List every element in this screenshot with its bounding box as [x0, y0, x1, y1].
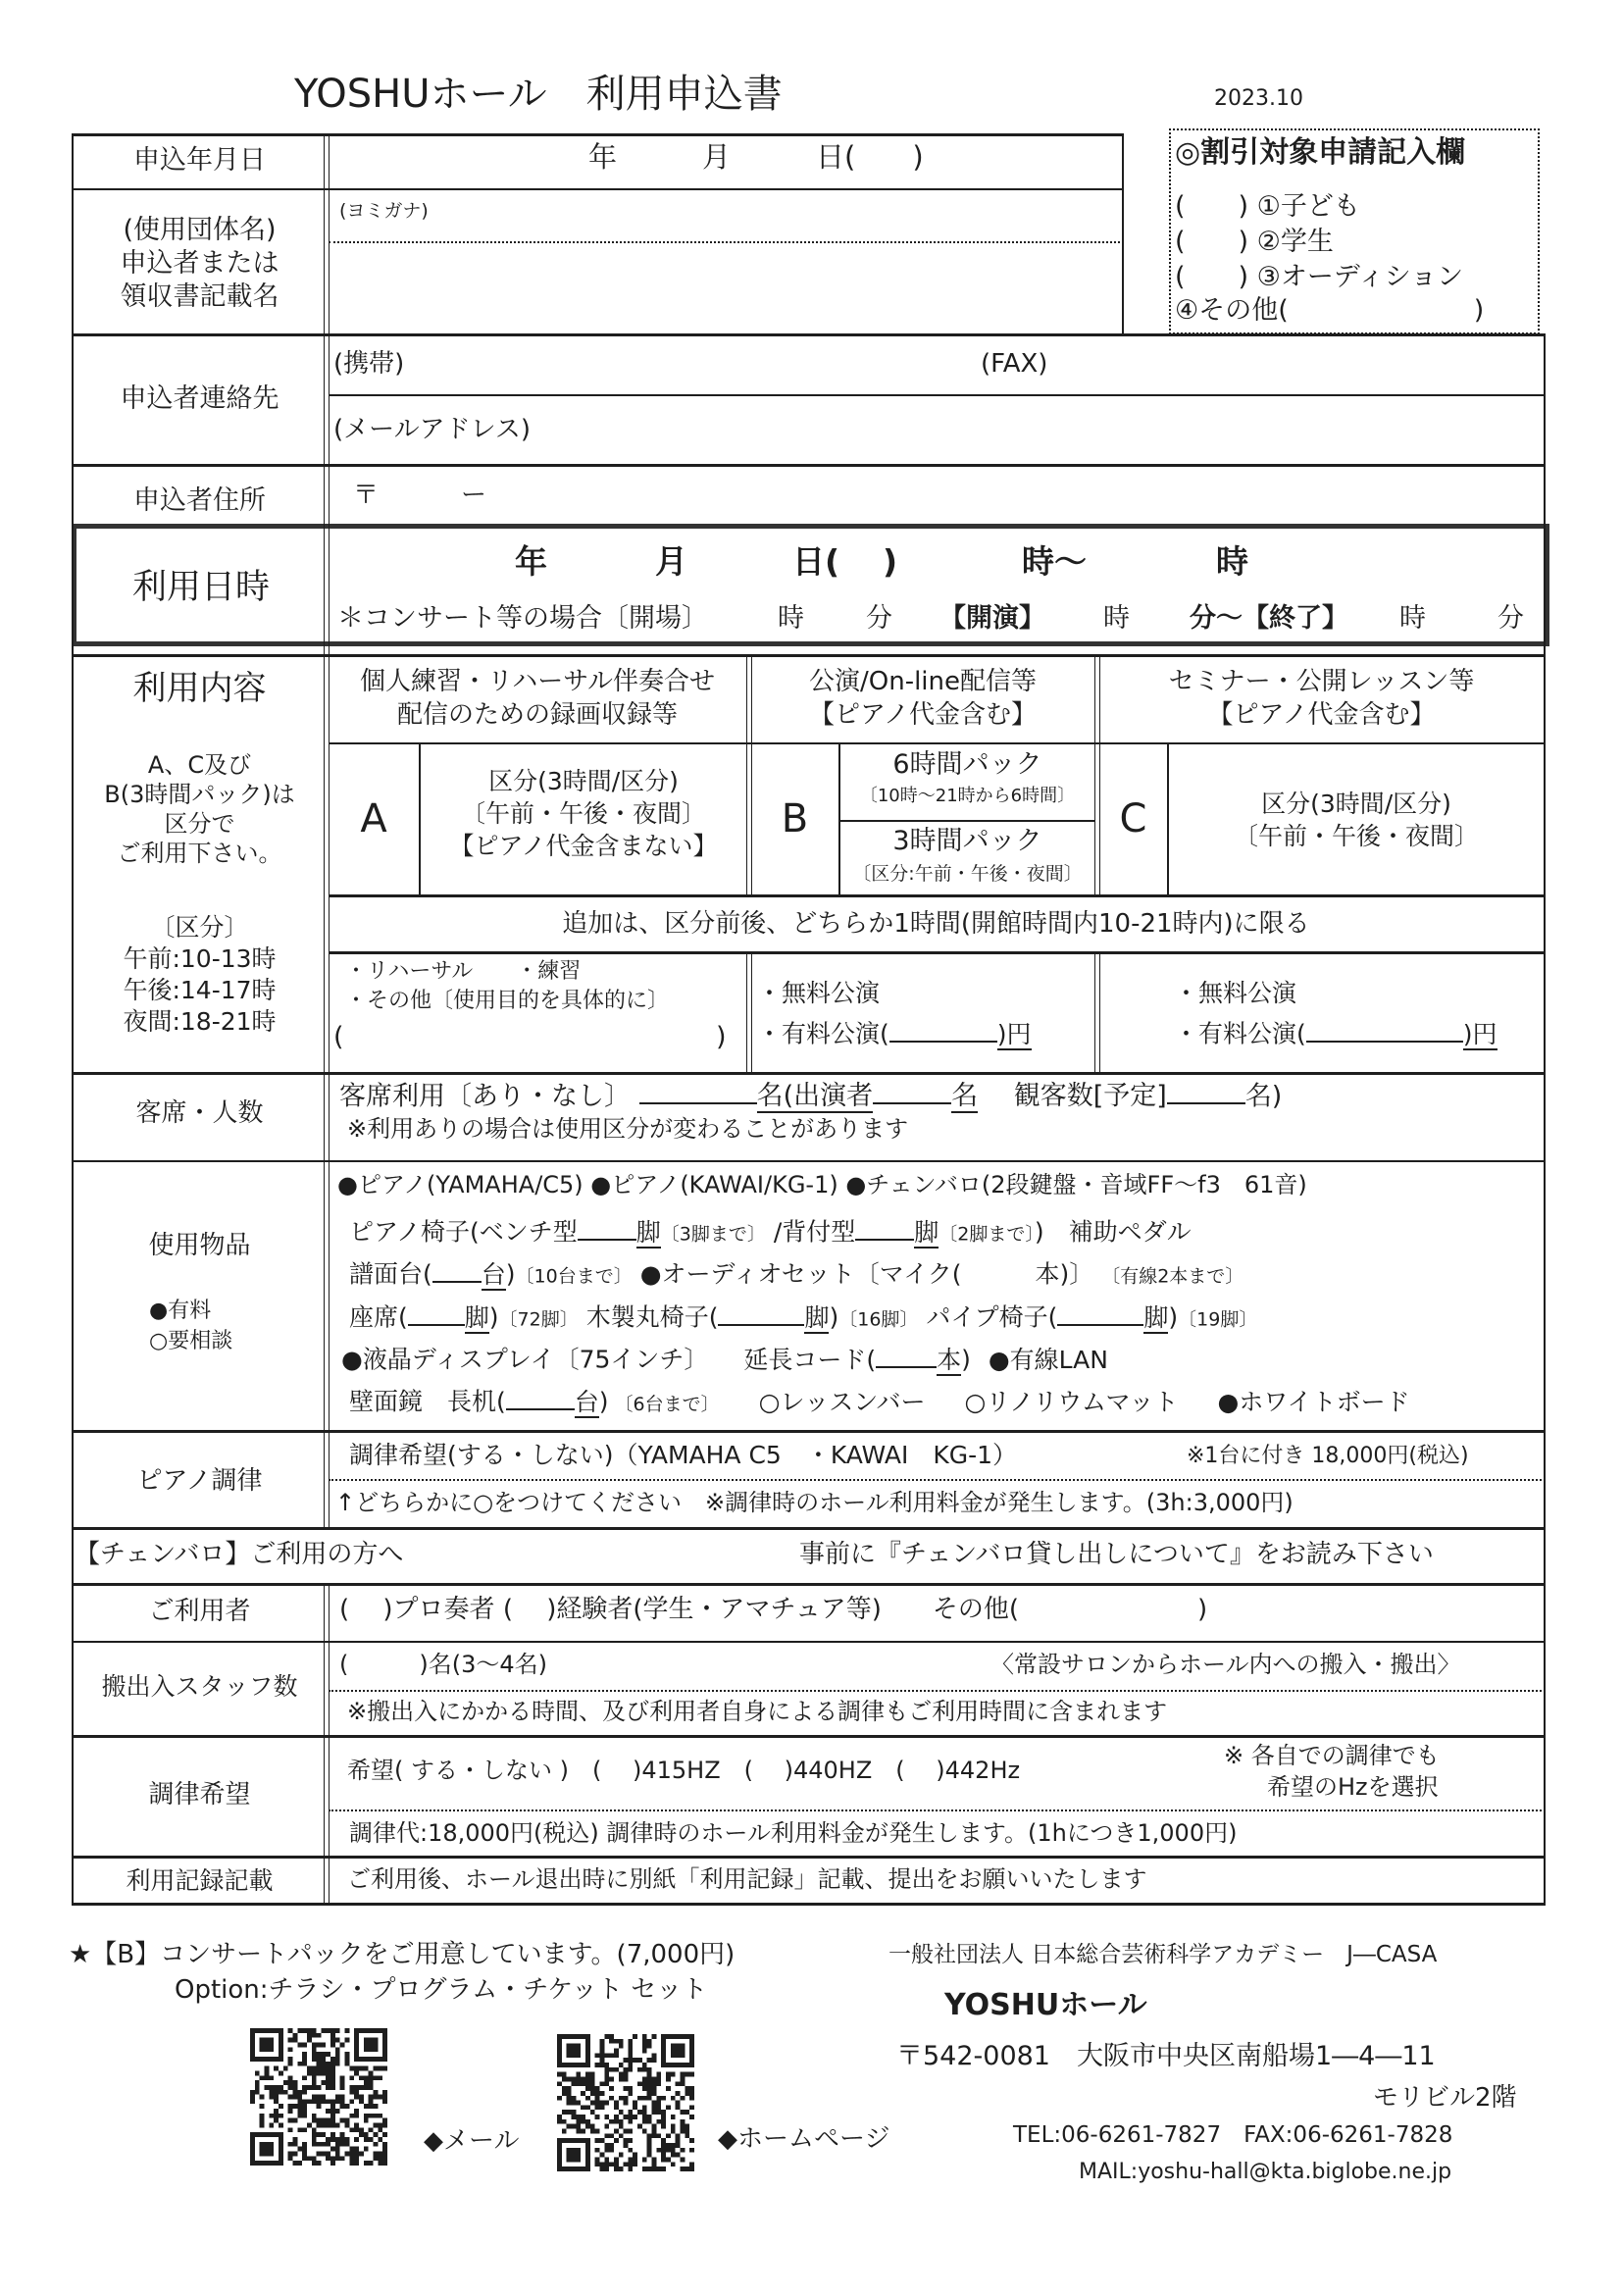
purpose-a-open-paren: (: [333, 1022, 344, 1052]
category-b-header-line: 【ピアノ代金含む】: [809, 700, 1037, 730]
audience-field[interactable]: [1167, 1079, 1245, 1104]
purpose-a-other[interactable]: ・その他〔使用目的を具体的に〕: [345, 989, 670, 1013]
seat-field[interactable]: [408, 1301, 465, 1326]
purpose-a-field[interactable]: [345, 1022, 708, 1055]
seat-unit: 脚: [464, 1302, 489, 1332]
performers-field[interactable]: [873, 1079, 951, 1104]
cembalo-header-right: 事前に『チェンバロ貸し出しについて』をお読み下さい: [799, 1540, 1434, 1569]
performers-label: 名(出演者: [756, 1081, 874, 1112]
label-application-date: 申込年月日: [133, 145, 266, 176]
category-c-desc-line: 〔午前・午後・夜間〕: [1233, 822, 1479, 850]
end-minute[interactable]: 分: [1497, 603, 1524, 634]
equipment-line-seats[interactable]: [349, 1301, 1257, 1330]
application-date-field[interactable]: 年 月 日( ): [588, 140, 924, 174]
category-b-header: [751, 665, 1094, 732]
purpose-c-price-field[interactable]: [1306, 1018, 1463, 1043]
category-c-header-line: 【ピアノ代金含む】: [1207, 700, 1436, 730]
discount-item-child[interactable]: ( ) ①子ども: [1175, 191, 1360, 222]
wired-lan[interactable]: ●有線LAN: [988, 1345, 1108, 1374]
concert-pack-note: ★【B】コンサートパックをご用意しています。(7,000円): [69, 1940, 736, 1969]
legend-consult: ○要相談: [149, 1329, 233, 1353]
audience-label: 観客数[予定]: [1013, 1081, 1167, 1112]
label-cembalo-staff: 搬出入スタッフ数: [101, 1672, 298, 1701]
label-usage-content: 利用内容: [132, 669, 267, 708]
purpose-b-free[interactable]: ・無料公演: [757, 979, 881, 1007]
music-stand-limit: 〔10台まで〕: [515, 1265, 633, 1288]
performers-unit: 名: [951, 1081, 979, 1112]
postal-dash: ー: [461, 481, 487, 510]
extension-note: 追加は、区分前後、どちらか1時間(開館時間内10-21時内)に限る: [562, 909, 1310, 939]
category-a-desc-line: 区分(3時間/区分): [488, 767, 679, 795]
purpose-b-price-field[interactable]: [889, 1018, 997, 1043]
piano-tuning-fee: ※1台に付き 18,000円(税込): [1187, 1444, 1469, 1468]
mobile-field[interactable]: (携帯): [333, 349, 405, 379]
desk-close: ): [598, 1387, 609, 1416]
label-seats: 客席・人数: [135, 1098, 264, 1128]
purpose-c-paid-label: ・有料公演(: [1174, 1019, 1306, 1048]
qr-mail-label: ◆メール: [424, 2126, 520, 2156]
purpose-c-free[interactable]: ・無料公演: [1174, 979, 1297, 1007]
bench-chair-limit: 〔3脚まで〕: [660, 1223, 766, 1246]
qr-code-mail[interactable]: [250, 2028, 387, 2166]
seat-usage-option[interactable]: 客席利用〔あり・なし〕: [339, 1081, 631, 1112]
label-applicant-name-line: 申込者または: [120, 248, 279, 279]
purpose-b-paid[interactable]: [757, 1018, 1032, 1046]
cembalo-tuning-note-line: ※ 各自での調律でも: [1224, 1742, 1440, 1769]
usage-note-line: A、C及び: [147, 751, 252, 779]
cembalo-user-options[interactable]: ( )プロ奏者 ( )経験者(学生・アマチュア等) その他( ): [339, 1595, 1208, 1624]
extension-cord-unit: 本: [937, 1345, 962, 1374]
usage-time-start[interactable]: 時～: [1022, 542, 1087, 581]
usage-note-line: 区分で: [164, 810, 235, 838]
category-a-header: [329, 665, 746, 732]
purpose-a-close-paren: ): [716, 1022, 727, 1052]
pack3-note: 〔区分:午前・午後・夜間〕: [852, 863, 1083, 885]
category-c-letter[interactable]: C: [1119, 796, 1147, 841]
usage-date-year[interactable]: 年: [515, 542, 547, 581]
label-equipment: 使用物品: [148, 1231, 251, 1260]
concert-note: ＊コンサート等の場合〔開場〕: [337, 603, 708, 634]
lesson-bar[interactable]: ○レッスンバー: [758, 1387, 926, 1416]
label-cembalo-tuning: 調律希望: [148, 1780, 251, 1810]
category-c-desc: [1169, 788, 1544, 852]
category-a-header-line: 配信のための録画収録等: [396, 700, 678, 730]
seat-close: ): [488, 1302, 499, 1332]
discount-box: [1169, 128, 1540, 334]
whiteboard[interactable]: ●ホワイトボード: [1217, 1387, 1410, 1416]
equipment-line-stand[interactable]: [349, 1258, 1243, 1287]
slot-morning: 午前:10-13時: [123, 944, 277, 973]
hall-address: 〒542-0081 大阪市中央区南船場1―4―11: [896, 2041, 1436, 2071]
audience-unit: 名): [1244, 1081, 1283, 1112]
linoleum-mat[interactable]: ○リノリウムマット: [964, 1387, 1179, 1416]
wood-chair-unit: 脚: [804, 1302, 830, 1332]
seats-line[interactable]: [339, 1079, 1283, 1112]
organization-name: 一般社団法人 日本総合芸術科学アカデミー J―CASA: [888, 1942, 1438, 1967]
usage-date-weekday[interactable]: ): [883, 542, 898, 581]
cembalo-tuning-note: [1224, 1740, 1440, 1803]
cembalo-staff-note: ※搬出入にかかる時間、及び利用者自身による調律もご利用時間に含まれます: [347, 1698, 1168, 1725]
discount-title: ◎割引対象申請記入欄: [1175, 135, 1466, 170]
equipment-line-desk[interactable]: [349, 1386, 1410, 1414]
pack6-note: 〔10時～21時から6時間〕: [859, 786, 1076, 806]
pack6-title[interactable]: 6時間パック: [892, 749, 1042, 780]
back-chair-label: /背付型: [773, 1217, 856, 1247]
discount-item-student[interactable]: ( ) ②学生: [1175, 227, 1334, 257]
wood-chair-limit: 〔16脚〕: [838, 1308, 919, 1331]
pipe-chair-limit: 〔19脚〕: [1178, 1308, 1258, 1331]
music-stand-label: 譜面台(: [349, 1259, 432, 1289]
label-address: 申込者住所: [133, 485, 266, 516]
version-date: 2023.10: [1214, 86, 1303, 111]
qr-homepage-label: ◆ホームページ: [718, 2124, 890, 2154]
discount-item-other[interactable]: ④その他( ): [1175, 295, 1485, 326]
desk-field[interactable]: [506, 1386, 575, 1410]
purpose-c-yen: )円: [1462, 1019, 1497, 1048]
open-hour[interactable]: 時: [778, 603, 804, 634]
purpose-b-paid-label: ・有料公演(: [757, 1019, 889, 1048]
postal-mark: 〒: [353, 481, 380, 510]
audio-set[interactable]: ●オーディオセット〔マイク( 本)〕: [639, 1259, 1094, 1289]
equipment-line-1[interactable]: ●ピアノ(YAMAHA/C5) ●ピアノ(KAWAI/KG-1) ●チェンバロ(2段鍵盤・音域FF～f3 61音): [337, 1171, 1307, 1198]
desk-label: 壁面鏡 長机(: [349, 1387, 506, 1416]
cembalo-staff-field[interactable]: ( )名(3～4名): [339, 1651, 547, 1678]
music-stand-unit: 台: [481, 1259, 506, 1289]
category-c-desc-line: 区分(3時間/区分): [1261, 790, 1451, 818]
label-contact: 申込者連絡先: [120, 383, 279, 414]
slot-list: [76, 912, 324, 1038]
audio-set-limit: 〔有線2本まで〕: [1101, 1265, 1244, 1288]
hall-mail: MAIL:yoshu-hall@kta.biglobe.ne.jp: [1079, 2160, 1452, 2184]
desk-unit: 台: [574, 1387, 599, 1416]
category-c-header-line: セミナー・公開レッスン等: [1168, 667, 1475, 696]
assist-pedal[interactable]: ) 補助ペダル: [1034, 1217, 1192, 1247]
seat-label: 座席(: [349, 1302, 408, 1332]
purpose-c-paid[interactable]: [1174, 1018, 1497, 1046]
label-applicant-name-line: 領収書記載名: [120, 281, 279, 312]
label-applicant-name-line: (使用団体名): [123, 215, 277, 245]
cembalo-staff-note-right: 〈常設サロンからホール内への搬入・搬出〉: [990, 1651, 1461, 1678]
back-chair-field[interactable]: [855, 1216, 914, 1241]
slot-evening: 夜間:18-21時: [123, 1007, 277, 1036]
cembalo-header-left: 【チェンバロ】ご利用の方へ: [75, 1540, 404, 1569]
cembalo-tuning-options[interactable]: 希望( する・しない ) ( )415HZ ( )440HZ ( )442Hz: [347, 1757, 1021, 1784]
category-a-desc-line: 〔午前・午後・夜間〕: [460, 799, 706, 828]
cembalo-tuning-fee: 調律代:18,000円(税込) 調律時のホール利用料金が発生します。(1hにつき1,000円): [349, 1819, 1238, 1847]
music-stand-field[interactable]: [432, 1258, 482, 1283]
lcd-display[interactable]: ●液晶ディスプレイ〔75インチ〕: [341, 1345, 709, 1374]
bench-chair-unit: 脚: [635, 1217, 661, 1247]
piano-tuning-note: ↑どちらかに○をつけてください ※調律時のホール利用料金が発生します。(3h:3,000円): [335, 1489, 1294, 1516]
label-cembalo-user: ご利用者: [148, 1597, 251, 1626]
pipe-chair-field[interactable]: [1057, 1301, 1143, 1326]
end-hour[interactable]: 時: [1399, 603, 1426, 634]
discount-item-audition[interactable]: ( ) ③オーディション: [1175, 262, 1464, 292]
fax-field[interactable]: (FAX): [981, 349, 1048, 379]
concert-pack-option: Option:チラシ・プログラム・チケット セット: [175, 1975, 708, 2005]
usage-note-line: ご利用下さい。: [117, 840, 282, 867]
usage-date-day[interactable]: 日(: [792, 542, 840, 581]
cembalo-tuning-note-line: 希望のHzを選択: [1267, 1773, 1439, 1801]
applicant-name-field[interactable]: [330, 245, 1120, 331]
usage-record-note: ご利用後、ホール退出時に別紙「利用記録」記載、提出をお願いいたします: [347, 1865, 1147, 1893]
extension-cord-label: 延長コード(: [743, 1345, 877, 1374]
open-minute[interactable]: 分: [866, 603, 892, 634]
furigana-hint: (ヨミガナ): [339, 200, 429, 222]
seat-limit: 〔72脚〕: [498, 1308, 579, 1331]
hall-building: モリビル2階: [1373, 2083, 1517, 2113]
label-usage-record: 利用記録記載: [126, 1866, 274, 1895]
label-applicant-name: [76, 214, 324, 314]
seat-count-field[interactable]: [639, 1079, 757, 1104]
qr-code-homepage[interactable]: [557, 2034, 694, 2171]
start-label: 【開演】: [939, 603, 1045, 634]
bench-chair-field[interactable]: [578, 1216, 636, 1241]
page-title: YOSHUホール 利用申込書: [294, 72, 783, 117]
pipe-chair-close: ): [1168, 1302, 1179, 1332]
hall-name: YOSHUホール: [944, 1988, 1147, 2022]
pipe-chair-label: パイプ椅子(: [926, 1302, 1058, 1332]
start-hour[interactable]: 時: [1103, 603, 1130, 634]
extension-cord-close: ): [961, 1345, 971, 1374]
pipe-chair-unit: 脚: [1143, 1302, 1169, 1332]
end-label: 分～【終了】: [1190, 603, 1348, 634]
usage-time-end[interactable]: 時: [1216, 542, 1248, 581]
usage-date-month[interactable]: 月: [655, 542, 687, 581]
category-a-desc: [421, 765, 746, 862]
music-stand-close: ): [505, 1259, 516, 1289]
usage-note: [76, 750, 324, 868]
slot-afternoon: 午後:14-17時: [123, 976, 277, 1004]
label-usage-datetime: 利用日時: [131, 568, 270, 607]
wood-chair-close: ): [829, 1302, 839, 1332]
category-c-header: [1099, 665, 1544, 732]
piano-tuning-request[interactable]: 調律希望(する・しない)（YAMAHA C5 ・KAWAI KG-1）: [349, 1441, 1018, 1469]
back-chair-limit: 〔2脚まで〕: [939, 1223, 1035, 1246]
category-b-header-line: 公演/On-line配信等: [808, 667, 1037, 696]
email-field[interactable]: (メールアドレス): [333, 415, 531, 444]
usage-note-line: B(3時間パック)は: [104, 781, 295, 808]
hall-tel-fax: TEL:06-6261-7827 FAX:06-6261-7828: [1013, 2122, 1453, 2148]
equipment-line-piano-chair[interactable]: [349, 1216, 1192, 1245]
purpose-a-options[interactable]: ・リハーサル ・練習: [345, 959, 582, 984]
wood-chair-field[interactable]: [718, 1301, 804, 1326]
slot-title: 〔区分〕: [150, 913, 249, 942]
extension-cord-field[interactable]: [876, 1344, 937, 1368]
equipment-line-display[interactable]: [341, 1344, 1108, 1372]
category-a-desc-line: 【ピアノ代金含まない】: [449, 832, 718, 860]
pack3-title[interactable]: 3時間パック: [892, 826, 1042, 856]
furigana-field[interactable]: [330, 192, 1120, 239]
legend-paid: ●有料: [149, 1299, 212, 1323]
label-piano-tuning: ピアノ調律: [136, 1466, 263, 1496]
address-field[interactable]: [330, 469, 1542, 520]
bench-chair-label: ピアノ椅子(ベンチ型: [349, 1217, 578, 1247]
wood-chair-label: 木製丸椅子(: [585, 1302, 719, 1332]
category-a-letter[interactable]: A: [360, 796, 387, 841]
back-chair-unit: 脚: [914, 1217, 939, 1247]
purpose-b-yen: )円: [996, 1019, 1032, 1048]
seats-note: ※利用ありの場合は使用区分が変わることがあります: [347, 1115, 909, 1143]
desk-limit: 〔6台まで〕: [614, 1393, 720, 1415]
category-a-header-line: 個人練習・リハーサル伴奏合せ: [360, 667, 715, 696]
category-b-letter[interactable]: B: [781, 796, 809, 841]
